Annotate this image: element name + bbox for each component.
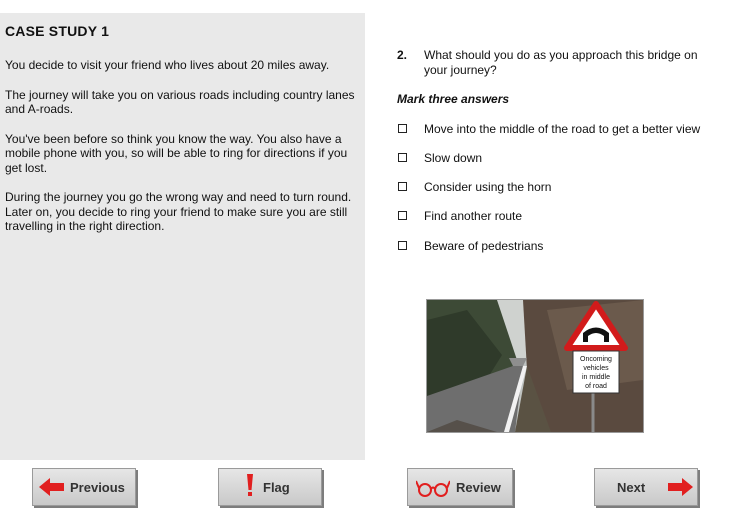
review-label: Review <box>456 480 501 495</box>
answer-checkbox[interactable] <box>398 182 407 191</box>
previous-button[interactable] <box>32 468 136 506</box>
case-study-paragraph: The journey will take you on various roads including country lanes and A-roads. <box>5 87 355 116</box>
previous-label: Previous <box>70 480 125 495</box>
review-button[interactable] <box>407 468 513 506</box>
answer-label: Slow down <box>424 151 483 165</box>
question-text: What should you do as you approach this bridge on your journey? <box>424 48 698 77</box>
sign-line-4: of road <box>585 383 607 390</box>
case-study-paragraph: You decide to visit your friend who lives about 20 miles away. <box>5 58 330 72</box>
sign-line-1: Oncoming <box>580 356 612 363</box>
exclamation-icon <box>246 474 254 498</box>
answer-instruction: Mark three answers <box>397 92 510 106</box>
answer-label: Find another route <box>424 209 523 223</box>
sign-line-2: vehicles <box>583 365 609 372</box>
answer-label: Move into the middle of the road to get a better view <box>424 122 701 136</box>
flag-label: Flag <box>263 480 290 495</box>
next-label: Next <box>617 480 646 495</box>
flag-button[interactable] <box>218 468 322 506</box>
question-number: 2. <box>397 48 408 62</box>
sign-line-3: in middle <box>581 374 611 381</box>
answer-checkbox[interactable] <box>398 124 407 133</box>
next-button[interactable] <box>594 468 698 506</box>
arrow-left-icon <box>39 478 65 496</box>
case-study-panel <box>0 13 365 460</box>
glasses-icon <box>416 478 450 498</box>
case-study-paragraph: During the journey you go the wrong way and need to turn round. Later on, you decide to ring your friend to make sure you are still travelling in the right direction. <box>5 190 352 233</box>
answer-checkbox[interactable] <box>398 241 407 250</box>
answer-checkbox[interactable] <box>398 153 407 162</box>
answer-label: Beware of pedestrians <box>424 239 544 253</box>
answer-checkbox[interactable] <box>398 211 407 220</box>
case-study-text <box>5 58 357 249</box>
case-study-paragraph: You've been before so think you know the way. You also have a mobile phone with you, so will be able to ring for directions if you get lost. <box>5 131 348 175</box>
answer-label: Consider using the horn <box>424 180 552 194</box>
arrow-right-icon <box>667 478 693 496</box>
case-study-title: CASE STUDY 1 <box>5 23 110 39</box>
bridge-road-photo <box>426 299 644 433</box>
